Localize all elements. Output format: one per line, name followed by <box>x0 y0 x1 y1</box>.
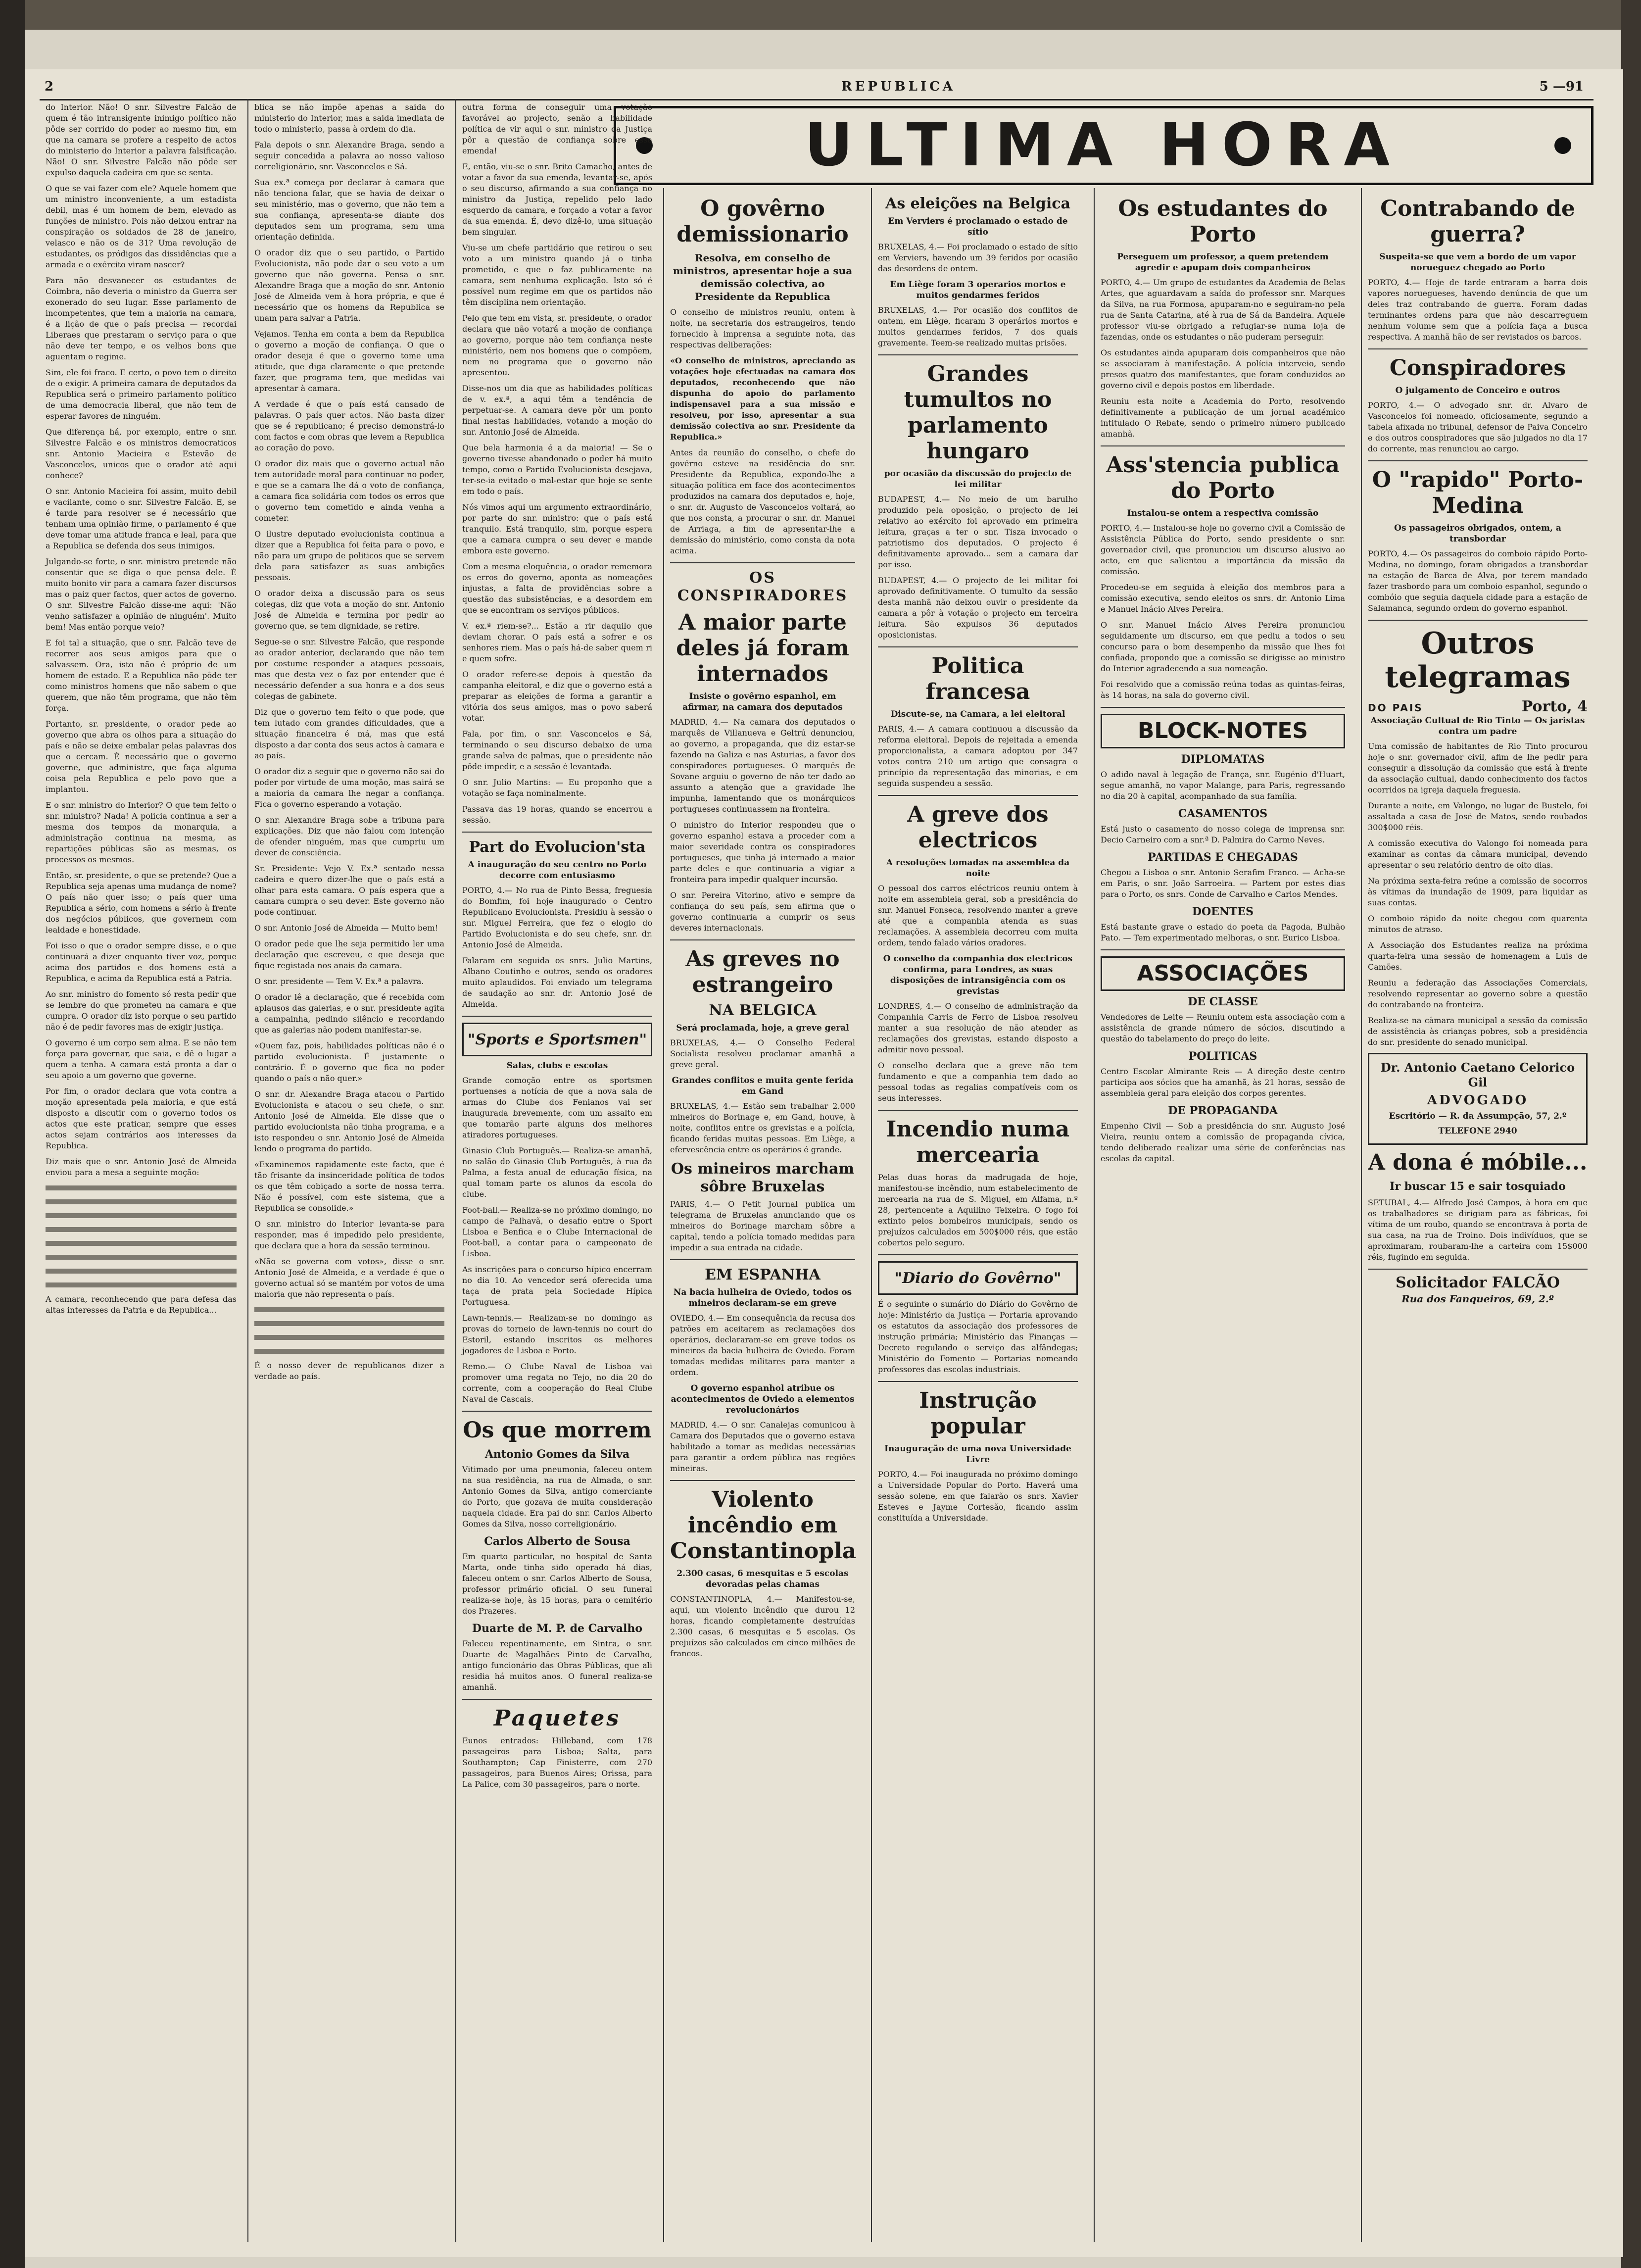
headline-subtitle: O governo espanhol atribue os acontecimentos de Oviedo a elementos revolucionários <box>671 1383 855 1415</box>
headline: A dona é móbile... <box>1368 1150 1588 1175</box>
article-paragraph: O snr. dr. Alexandre Braga atacou o Partido Evolucionista e atacou o seu chefe, o snr. Antonio José de Almeida. Ele disse que o partido evolucionista não tinha programa, e a isto respondeu o snr. Antonio José de Almeida lendo o programa do partido. <box>254 1089 444 1153</box>
article-paragraph: Está justo o casamento do nosso colega de imprensa snr. Decio Carneiro com a snr.ª D. Palmira do Carmo Neves. <box>1101 824 1345 844</box>
article-paragraph: outra forma de conseguir uma votação favorável ao projecto, senão a habilidade política de vir aqui o snr. ministro da Justiça pôr a questão de confiança sobre essa emenda! <box>462 102 652 155</box>
section-divider <box>670 1259 855 1260</box>
diario-box <box>878 1261 1078 1295</box>
article-paragraph: PORTO, 4.— No rua de Pinto Bessa, freguesia do Bomfim, foi hoje inaugurado o Centro Republicano Evolucionista. Presidiu à sessão o snr. Miguel Ferreira, que fez o elogio do Partido Evolucionista e do seu chefe, snr. dr. Antonio José de Almeida. <box>462 886 652 949</box>
article-paragraph: OVIEDO, 4.— Em consequência da recusa dos patrões em aceitarem as reclamações dos operários, declararam-se em greve todos os mineiros da bacia hulheira de Oviedo. Foram tomadas medidas militares para manter a ordem. <box>670 1313 855 1377</box>
article-paragraph: Remo.— O Clube Naval de Lisboa vai promover uma regata no Tejo, no dia 20 do corrente, com a cooperação do Real Clube Naval de Cascais. <box>462 1362 652 1404</box>
article-paragraph: A comissão executiva do Valongo foi nomeada para examinar as contas da câmara municipal, devendo apresentar o seu relatório dentro de oito dias. <box>1368 838 1588 870</box>
article-paragraph: Sua ex.ª começa por declarar à camara que não tenciona falar, que se havia de deixar o seu ministério, mas o governo, que não tem a sua confiança, apresenta-se diante dos deputados sem um programa, sem uma orientação definida. <box>254 178 444 242</box>
article-paragraph: A verdade é que o país está cansado de palavras. O país quer actos. Não basta dizer que se é republicano; é preciso demonstrá-lo com factos e com obras que levem a Republica ao coração do povo. <box>254 399 444 452</box>
section-divider <box>1101 707 1345 708</box>
headline-subtitle: A resoluções tomadas na assemblea da noite <box>886 858 1070 879</box>
article-paragraph: Diz que o governo tem feito o que pode, que tem lutado com grandes dificuldades, que a situação financeira é má, mas que está disposto a dar conta dos seus actos à camara e ao país. <box>254 707 444 760</box>
article-paragraph: Em quarto particular, no hospital de Santa Marta, onde tinha sido operado há dias, faleceu ontem o snr. Carlos Alberto de Sousa, professor primário oficial. O seu funeral realiza-se hoje, às 15 horas, para o cemitério dos Prazeres. <box>462 1552 652 1616</box>
text-lines <box>254 1332 444 1343</box>
article-paragraph: «Não se governa com votos», disse o snr. Antonio José de Almeida, e a verdade é que o governo actual só se mantém por votos de uma maioria que não representa o país. <box>254 1257 444 1299</box>
article-paragraph: O snr. Alexandre Braga sobe a tribuna para explicações. Diz que não falou com intenção de ofender ninguém, mas que cumpriu um dever de consciência. <box>254 815 444 857</box>
article-paragraph: Foi isso o que o orador sempre disse, e o que continuará a dizer enquanto tiver voz, porque acima dos partidos e dos homens está a Republica, e acima da Republica está a Patria. <box>46 941 237 983</box>
article-paragraph: BRUXELAS, 4.— Foi proclamado o estado de sítio em Verviers, havendo um 39 feridos por ocasião das desordens de ontem. <box>878 242 1078 273</box>
section-divider <box>878 646 1078 647</box>
article-paragraph: Com a mesma eloquência, o orador rememora os erros do governo, aponta as nomeações injustas, a falta de providências sobre a questão das subsistências, e a desordem em que se encontram os serviços públicos. <box>462 562 652 615</box>
article-paragraph: Então, sr. presidente, o que se pretende? Que a Republica seja apenas uma mudança de nome? O país não quer isso; o país quer uma Republica a sério, com homens a sério à frente dos negócios públicos, que governem com lealdade e honestidade. <box>46 871 237 935</box>
advert-name: Dr. Antonio Caetano Celorico Gil <box>1380 1060 1575 1089</box>
section-heading: EM ESPANHA <box>705 1266 820 1283</box>
article-paragraph: O orador deixa a discussão para os seus colegas, diz que vota a moção do snr. Antonio José de Almeida e termina por pedir ao governo que, se tem dignidade, se retire. <box>254 589 444 631</box>
issue-date: 5 —91 <box>1539 79 1584 94</box>
headline-subtitle: Grandes conflitos e muita gente ferida em Gand <box>672 1076 854 1096</box>
section-divider <box>878 795 1078 796</box>
article-paragraph: PORTO, 4.— Os passageiros do comboio rápido Porto-Medina, no domingo, foram obrigados a transbordar na estação de Barca de Alva, por terem mandado fazer trasbordo para um comboio espanhol, segundo o combóio que seguia daquela cidade para a estação de Salamanca, segundo ordem do governo espanhol. <box>1368 549 1588 613</box>
article-paragraph: E o snr. ministro do Interior? O que tem feito o snr. ministro? Nada! A policia continua a ser a mesma dos tempos da monarquia, a administração continua na mesma, as repartições públicas são as mesmas, os processos os mesmos. <box>46 800 237 864</box>
section-divider <box>1368 620 1588 621</box>
section-divider <box>878 1110 1078 1111</box>
article-paragraph: O snr. presidente — Tem V. Ex.ª a palavra. <box>254 977 424 986</box>
text-lines <box>254 1346 444 1357</box>
headline-subtitle: O julgamento de Conceiro e outros <box>1395 386 1560 395</box>
headline: O govêrno demissionario <box>676 196 849 247</box>
scan-right-edge <box>1621 0 1641 2268</box>
article-paragraph: Vendedores de Leite — Reuniu ontem esta associação com a assistência de grande número de sócios, discutindo a questão do tabelamento do preço do leite. <box>1101 1012 1345 1043</box>
text-lines <box>46 1197 237 1208</box>
associacoes-box <box>1101 956 1345 991</box>
headline-subtitle: Instalou-se ontem a respectiva comissão <box>1127 508 1319 518</box>
article-paragraph: O que se vai fazer com ele? Aquele homem que um ministro inconveniente, a um estadista debil, mas é um homem de bem, elevado as funções de ministro. Pois não deixou entrar na conspiração os soldados de 28 de janeiro, velasco e não os de 31? Uma revolução de estudantes, os pródigos das dissidências que a armada e o exército viram nascer? <box>46 184 237 269</box>
column-6 <box>1094 188 1351 2242</box>
text-lines <box>46 1280 237 1291</box>
section-label: CASAMENTOS <box>1178 807 1268 820</box>
article-paragraph: O orador diz mais que o governo actual não tem autoridade moral para continuar no poder, e que se a camara lhe dá o voto de confiança, a camara fica solidária com todos os erros que o governo tem cometido e ainda venha a cometer. <box>254 459 444 523</box>
article-paragraph: Nós vimos aqui um argumento extraordinário, por parte do snr. ministro: que o país está tranquilo. Está tranquilo, sim, porque espera que a camara cumpra o seu dever e mande embora este governo. <box>462 502 652 555</box>
article-paragraph: Portanto, sr. presidente, o orador pede ao governo que abra os olhos para a situação do país e não se deixe embalar pelas palavras dos que o cercam. É necessário que o governo governe, que administre, que faça alguma coisa pela Republica e pelo povo que a implantou. <box>46 719 237 794</box>
article-paragraph: MADRID, 4.— Na camara dos deputados o marquês de Villanueva e Geltrú denunciou, ao governo, a propaganda, que diz estar-se fazendo na Galiza e nas Asturias, a favor dos conspiradores portugueses. O marquês de Sovane arguiu o governo de não ter dado ao assunto a atenção que a gravidade lhe impunha, lamentando que os monárquicos portugueses continuassem na fronteira. <box>670 717 855 814</box>
headline: As eleições na Belgica <box>885 195 1070 212</box>
article-paragraph: V. ex.ª riem-se?... Estão a rir daquilo que deviam chorar. O país está a sofrer e os senhores riem. Mas o país há-de saber quem ri e quem sofre. <box>462 621 652 663</box>
dot-ornament-right <box>1554 137 1571 154</box>
column-4 <box>663 188 861 2242</box>
headline-subtitle: Será proclamada, hoje, a greve geral <box>676 1023 849 1033</box>
headline-subtitle: por ocasião da discussão do projecto de lei militar <box>884 469 1072 490</box>
headline-subtitle: Ir buscar 15 e sair tosquiado <box>1390 1180 1566 1193</box>
article-paragraph: O orador diz que o seu partido, o Partido Evolucionista, não pode dar o seu voto a um governo que não governa. Pensa o snr. Alexandre Braga que a moção do snr. Antonio José de Almeida vem à hora própria, e que é necessário que os homens da Republica se unam para salvar a Patria. <box>254 248 444 323</box>
article-paragraph: E, então, viu-se o snr. Brito Camacho, antes de votar a favor da sua emenda, levantar-se, após o seu discurso, afirmando a sua confiança no ministro da Justiça, repelido pelo lado esquerdo da camara, e forçado a votar a favor da sua emenda. É, devo dizê-lo, uma situação bem singular. <box>462 162 652 237</box>
text-lines <box>254 1305 444 1316</box>
banner-title: ULTIMA HORA <box>804 111 1403 180</box>
advert-role: ADVOGADO <box>1427 1093 1529 1108</box>
headline-subtitle: Os passageiros obrigados, ontem, a transbordar <box>1394 523 1561 544</box>
article-paragraph: Vejamos. Tenha em conta a bem da Republica o governo a moção de confiança. O que o orador deseja é que o governo tome uma atitude, que diga claramente o que pretende fazer, que programa tem, que medidas vai apresentar à camara. <box>254 329 444 393</box>
article-paragraph: Falaram em seguida os snrs. Julio Martins, Albano Coutinho e outros, sendo os oradores muito aplaudidos. Foi enviado um telegrama de saudação ao snr. dr. Antonio José de Almeida. <box>462 956 652 1009</box>
scan-top-edge <box>0 0 1641 30</box>
article-paragraph: BRUXELAS, 4.— O Conselho Federal Socialista resolveu proclamar amanhã a greve geral. <box>670 1038 855 1069</box>
article-paragraph: Pelas duas horas da madrugada de hoje, manifestou-se incêndio, num estabelecimento de mercearia na rua de S. Miguel, em Alfama, n.º 28, pertencente a Aquilino Teixeira. O fogo foi extinto pelos bombeiros municipais, sendo os prejuízos calculados em 500$000 réis, que estão cobertos pelo seguro. <box>878 1173 1078 1247</box>
section-subheading: A inauguração do seu centro no Porto decorre com entusiasmo <box>468 860 647 881</box>
headline: Violento incêndio em Constantinopla <box>670 1487 857 1564</box>
section-divider <box>1368 348 1588 349</box>
text-lines <box>46 1266 237 1277</box>
article-paragraph: Julgando-se forte, o snr. ministro pretende não consentir que se diga o que pensa dele. É muito bonito vir para a camara fazer discursos mas o paiz quer factos, quer actos de governo. O snr. Silvestre Falcão disse-me aqui: 'Não venho satisfazer a opinião de ninguém'. Muito bem! Mas então porque veio? <box>46 557 237 632</box>
article-paragraph: Realiza-se na câmara municipal a sessão da comissão de assistência às crianças pobres, sob a presidência do snr. presidente do senado municipal. <box>1368 1016 1588 1047</box>
column-3 <box>455 99 658 2242</box>
article-paragraph: Durante a noite, em Valongo, no lugar de Bustelo, foi assaltada a casa de José de Matos, sendo roubados 300$000 réis. <box>1368 801 1588 832</box>
section-heading: Os mineiros marcham sôbre Bruxelas <box>671 1160 855 1195</box>
article-paragraph: PORTO, 4.— Um grupo de estudantes da Academia de Belas Artes, que aguardavam a saída do professor snr. Marques da Silva, na rua Formosa, apuparam-no e seguiram-no pela rua de Santa Catarina, até à rua de Sá da Bandeira. Aquele professor viu-se obrigado a refugiar-se numa loja de fazendas, onde os estudantes o não puderam perseguir. <box>1101 278 1345 342</box>
text-lines <box>46 1238 237 1249</box>
column-2 <box>247 99 450 2242</box>
advert-address: Escritório — R. da Assumpção, 57, 2.º <box>1389 1111 1567 1121</box>
article-paragraph: BRUXELAS, 4.— Estão sem trabalhar 2.000 mineiros do Borinage e, em Gand, houve, à noite, conflitos entre os grevistas e a polícia, ficando feridas muitas pessoas. Em Liège, a efervescência entre os operários é grande. <box>670 1101 855 1154</box>
article-paragraph: MADRID, 4.— O snr. Canalejas comunicou à Camara dos Deputados que o governo estava habilitado a tomar as medidas necessárias para garantir a ordem pública nas regiões mineiras. <box>670 1420 855 1473</box>
article-paragraph: Os estudantes ainda apuparam dois companheiros que não se associaram à manifestação. A polícia interveio, sendo presos quatro dos manifestantes, que foram conduzidos ao governo civil e depois postos em liberdade. <box>1101 348 1345 390</box>
advert-phone: TELEFONE 2940 <box>1438 1126 1517 1136</box>
article-paragraph: Fala depois o snr. Alexandre Braga, sendo a seguir concedida a palavra ao nosso valioso correligionário, snr. Vasconcelos e Sá. <box>254 140 444 171</box>
article-paragraph: Vitimado por uma pneumonia, faleceu ontem na sua residência, na rua de Almada, o snr. Antonio Gomes da Silva, antigo comerciante do Porto, que gozava de muita consideração naquela cidade. Era pai do snr. Carlos Alberto Gomes da Silva, nosso correligionário. <box>462 1465 652 1528</box>
article-paragraph: Ginasio Club Português.— Realiza-se amanhã, no salão do Ginasio Club Português, à rua da Palma, a festa anual de educação física, na qual tomam parte os alunos da escola do clube. <box>462 1146 652 1199</box>
section-label: DO PAIS <box>1368 702 1423 714</box>
headline: Contrabando de guerra? <box>1380 196 1575 247</box>
article-paragraph: O orador refere-se depois à questão da campanha eleitoral, e diz que o governo está a preparar as eleições de forma a garantir a vitória dos seus amigos, mas o povo saberá votar. <box>462 670 652 723</box>
column-1 <box>40 99 242 2242</box>
headline: Grandes tumultos no parlamento hungaro <box>904 361 1052 464</box>
article-paragraph: «Quem faz, pois, habilidades políticas não é o partido evolucionista. É justamente o contrário. É o governo que fica no poder quando o país o não quer.» <box>254 1041 444 1083</box>
article-paragraph: Faleceu repentinamente, em Sintra, o snr. Duarte de Magalhães Pinto de Carvalho, antigo funcionário das Obras Públicas, que ali residia há muitos anos. O funeral realiza-se amanhã. <box>462 1639 652 1692</box>
column-5 <box>871 188 1084 2242</box>
section-divider <box>462 1699 652 1700</box>
headline: Ass'stencia publica do Porto <box>1106 452 1340 503</box>
article-paragraph: Eunos entrados: Hilleband, com 178 passageiros para Lisboa; Salta, para Southampton; Cap Finisterre, com 270 passageiros, para Buenos Aires; Orissa, para La Palice, com 30 passageiros, para o norte. <box>462 1736 652 1789</box>
article-paragraph: blica se não impõe apenas a saida do ministerio do Interior, mas a saida imediata de todo o ministerio, passa à ordem do dia. <box>254 102 444 134</box>
article-paragraph: Na próxima sexta-feira reúne a comissão de socorros às vítimas da inundação de 1909, para liquidar as suas contas. <box>1368 876 1588 907</box>
article-paragraph: «O conselho de ministros, apreciando as votações hoje efectuadas na camara dos deputados, reconhecendo que não dispunha do apoio do parlamento indispensavel para a sua missão e resolveu, por isso, apresentar a sua demissão colectiva ao snr. Presidente da Republica.» <box>670 356 855 442</box>
article-paragraph: LONDRES, 4.— O conselho de administração da Companhia Carris de Ferro de Lisboa resolveu manter a sua resolução de não atender as reclamações dos grevistas, estando disposto a admitir novo pessoal. <box>878 1001 1078 1054</box>
page-number: 2 <box>45 79 54 94</box>
article-paragraph: O ministro do Interior respondeu que o governo espanhol estava a proceder com a maior severidade contra os conspiradores portugueses, que tinha já internado a maior parte deles e que continuaria a vigiar a fronteira para impedir qualquer incursão. <box>670 820 855 884</box>
article-paragraph: Viu-se um chefe partidário que retirou o seu voto a um ministro quando já o tinha prometido, e que o faz publicamente na camara, sem nenhuma explicação. Isto só é possível num regime em que os partidos não têm disciplina nem orientação. <box>462 243 652 307</box>
article-paragraph: As inscrições para o concurso hípico encerram no dia 10. Ao vencedor será oferecida uma taça de prata pela Sociedade Hípica Portuguesa. <box>462 1265 652 1307</box>
section-label: POLITICAS <box>1188 1050 1257 1063</box>
headline: A maior parte deles já foram internados <box>676 610 849 687</box>
section-divider <box>1368 1269 1588 1270</box>
section-heading: OS CONSPIRADORES <box>677 569 848 604</box>
headline-subtitle: Em Liège foram 3 operarios mortos e muitos gendarmes feridos <box>890 280 1066 300</box>
article-paragraph: PORTO, 4.— Instalou-se hoje no governo civil a Comissão de Assistência Pública do Porto, sendo presidente o snr. governador civil, que pronunciou um discurso alusivo ao acto, em que salientou a importância da missão da comissão. <box>1101 523 1345 576</box>
article-paragraph: SETUBAL, 4.— Alfredo José Campos, à hora em que os trabalhadores se dirigiam para as fábricas, foi vítima de um roubo, quando se encontrava à porta de sua casa, na rua de Troino. Dois indivíduos, que se aproximaram, roubaram-lhe a carteira com 15$000 réis, fugindo em seguida. <box>1368 1198 1588 1262</box>
text-lines <box>46 1225 237 1235</box>
article-paragraph: O conselho declara que a greve não tem fundamento e que a companhia tem dado ao pessoal todas as regalias compatíveis com os seus interesses. <box>878 1061 1078 1103</box>
scan-left-edge <box>0 0 25 2268</box>
article-paragraph: É o nosso dever de republicanos dizer a verdade ao país. <box>254 1361 444 1381</box>
article-paragraph: Lawn-tennis.— Realizam-se no domingo as provas do torneio de lawn-tennis no court do Estoril, estando inscritos os melhores jogadores de Lisboa e Porto. <box>462 1313 652 1355</box>
section-divider <box>670 939 855 940</box>
article-paragraph: O snr. Pereira Vitorino, ativo e sempre da confiança do seu país, sem afirma que o governo continuaria a cumprir os seus deveres internacionais. <box>670 890 855 933</box>
headline: Conspiradores <box>1389 355 1566 381</box>
article-paragraph: Disse-nos um dia que as habilidades políticas de v. ex.ª, a aqui têm a tendência de perpetuar-se. A camara deve pôr um ponto final nestas habilidades, votando a moção do snr. Antonio José de Almeida. <box>462 384 652 437</box>
article-paragraph: «Examinemos rapidamente este facto, que é tão frisante da insinceridade política de todos os que têm cobiçado a sorte de nossa terra. Não é possível, com este sistema, que a Republica se consolide.» <box>254 1160 444 1213</box>
masthead-name: REPUBLICA <box>841 79 956 94</box>
column-7 <box>1361 188 1593 2242</box>
section-divider <box>878 354 1078 355</box>
article-paragraph: Que bela harmonia é a da maioria! — Se o governo tivesse abandonado o poder há muito tempo, como o Partido Evolucionista desejava, ter-se-ia evitado o mal-estar que hoje se sente em todo o país. <box>462 443 652 496</box>
text-lines <box>46 1252 237 1263</box>
section-divider <box>670 562 855 563</box>
article-paragraph: Antes da reunião do conselho, o chefe do govêrno esteve na residência do snr. Presidente da Republica, expondo-lhe a situação política em face dos acontecimentos produzidos na camara dos deputados e, hoje, o snr. dr. Augusto de Vasconcelos voltará, ao que nos consta, a procurar o snr. dr. Manuel de Arriaga, a fim de apresentar-lhe a demissão do ministério, como consta da nota acima. <box>670 448 855 555</box>
article-paragraph: Foi resolvido que a comissão reúna todas as quintas-feiras, às 14 horas, na sala do governo civil. <box>1101 680 1345 700</box>
article-paragraph: O adido naval à legação de França, snr. Eugénio d'Huart, segue amanhã, no vapor Malange, para Paris, regressando no dia 20 à capital, acompanhado da sua família. <box>1101 770 1345 801</box>
page-header <box>40 79 1593 100</box>
advert-address: Rua dos Fanqueiros, 69, 2.º <box>1401 1293 1554 1305</box>
section-label: DOENTES <box>1192 905 1254 918</box>
section-subheading: Salas, clubs e escolas <box>506 1061 608 1071</box>
telegram-dateline <box>1368 698 1588 715</box>
article-paragraph: do Interior. Não! O snr. Silvestre Falcão de quem é tão intransigente inimigo político não pôde ser corrido do poder ao mesmo fim, em que na camara se profere a respeito de actos do ministerio do Interior a palavra falsificação. Não! O snr. Silvestre Falcão não pôde ser expulso daquela cadeira em que se senta. <box>46 102 237 177</box>
article-paragraph: Ao snr. ministro do fomento só resta pedir que se lembre do que prometeu na camara e que cumpra. O orador diz isto porque o seu partido não é de pedir favores mas de exigir justiça. <box>46 989 237 1032</box>
section-heading: BLOCK-NOTES <box>1137 718 1308 743</box>
article-paragraph: Sim, ele foi fraco. E certo, o povo tem o direito de o exigir. A primeira camara de deputados da Republica será o primeiro parlamento político de uma democracia liberal, que não tem de esperar favores de ninguém. <box>46 368 237 421</box>
section-heading: "Sports e Sportsmen" <box>467 1031 647 1048</box>
article-paragraph: Centro Escolar Almirante Reis — A direção deste centro participa aos sócios que ha amanhã, às 21 horas, sessão de assembleia geral para eleição dos corpos gerentes. <box>1101 1067 1345 1098</box>
article-paragraph: PORTO, 4.— O advogado snr. dr. Alvaro de Vasconcelos foi nomeado, oficiosamente, segundo a tabela afixada no tribunal, defensor de Paiva Conceiro e dos outros conspiradores que são julgados no dia 17 do corrente, mas renunciou ao cargo. <box>1368 400 1588 453</box>
block-notes-box <box>1101 714 1345 748</box>
section-heading: Part do Evolucion'sta <box>469 838 646 856</box>
article-paragraph: Pelo que tem em vista, sr. presidente, o orador declara que não votará a moção de confiança ao governo, porque não tem confiança neste ministério, nem nos homens que o compõem, nem no programa que o governo não apresentou. <box>462 313 652 377</box>
section-label: DE CLASSE <box>1188 995 1258 1008</box>
article-paragraph: Foot-ball.— Realiza-se no próximo domingo, no campo de Palhavã, o desafio entre o Sport Lisboa e Benfica e o Clube Internacional de Foot-ball, a contar para o campeonato de Lisboa. <box>462 1205 652 1258</box>
article-paragraph: O governo é um corpo sem alma. E se não tem força para governar, que saia, e dê o lugar a quem a tenha. A camara está pronta a dar o seu apoio a um governo que governe. <box>46 1038 237 1080</box>
article-paragraph: O orador diz a seguir que o governo não sai do poder por virtude de uma moção, mas sairá se a maioria da camara lhe negar a confiança. Fica o governo esperando a votação. <box>254 767 444 809</box>
headline: Politica francesa <box>925 653 1030 704</box>
article-paragraph: BUDAPEST, 4.— No meio de um barulho produzido pela oposição, o projecto de lei relativo ao exército foi aprovado em primeira leitura, graças a ter o snr. Tisza invocado o patriotismo dos deputados. O projecto é definitivamente aprovado... sem a camara dar por isso. <box>878 494 1078 569</box>
headline: Instrução popular <box>919 1388 1037 1439</box>
headline-subtitle: Suspeita-se que vem a bordo de um vapor norueguez chegado ao Porto <box>1379 252 1576 273</box>
article-paragraph: Está bastante grave o estado do poeta da Pagoda, Bulhão Pato. — Tem experimentado melhoras, o snr. Eurico Lisboa. <box>1101 922 1345 942</box>
text-lines <box>254 1319 444 1330</box>
obituary-name: Duarte de M. P. de Carvalho <box>472 1622 643 1635</box>
headline-subtitle: Discute-se, na Camara, a lei eleitoral <box>890 709 1065 719</box>
section-heading: Paquetes <box>493 1706 621 1731</box>
article-paragraph: Fala, por fim, o snr. Vasconcelos e Sá, terminando o seu discurso debaixo de uma grande salva de palmas, que o presidente não pôde impedir, e a sessão é levantada. <box>462 729 652 771</box>
article-paragraph: Diz mais que o snr. Antonio José de Almeida enviou para a mesa a seguinte moção: <box>46 1157 237 1177</box>
article-paragraph: O orador pede que lhe seja permitido ler uma declaração que escreveu, e que deseja que fique registada nos anais da camara. <box>254 939 444 970</box>
article-paragraph: O ilustre deputado evolucionista continua a dizer que a Republica foi feita para o povo, e não para um grupo de politicos que se servem dela para satisfazer as suas ambições pessoais. <box>254 529 444 582</box>
article-paragraph: Reuniu esta noite a Academia do Porto, resolvendo definitivamente a publicação de um jornal académico intitulado O Rebate, sendo o primeiro número publicado amanhã. <box>1101 396 1345 439</box>
dateline-place: Porto, 4 <box>1521 698 1588 715</box>
article-paragraph: CONSTANTINOPLA, 4.— Manifestou-se, aqui, um violento incêndio que durou 12 horas, ficando completamente destruídas 2.300 casas, 6 mesquitas e 5 escolas. Os prejuízos são calculados em cinco milhões de francos. <box>670 1594 855 1658</box>
article-paragraph: PORTO, 4.— Hoje de tarde entraram a barra dois vapores noruegueses, havendo denúncia de que um deles traz contrabando de guerra. Foram dadas terminantes ordens para que não descarreguem nenhum volume sem que a polícia faça a busca respectiva. A manhã hão de ser revistados os barcos. <box>1368 278 1588 342</box>
article-paragraph: PARIS, 4.— O Petit Journal publica um telegrama de Bruxelas anunciando que os mineiros do Borinage marcham sôbre a capital, tendo a polícia tomado medidas para impedir a sua entrada na cidade. <box>670 1199 855 1252</box>
article-paragraph: É o seguinte o sumário do Diário do Govêrno de hoje: Ministério da Justiça — Portaria aprovando os estatutos da associação dos professores de instrução primária; Ministério das Finanças — Decreto regulando o serviço das alfândegas; Ministério do Fomento — Portarias nomeando professores das escolas industriais. <box>878 1299 1078 1374</box>
headline: O "rapido" Porto-Medina <box>1372 467 1584 518</box>
article-paragraph: Grande comoção entre os sportsmen portuenses a notícia de que a nova sala de armas do Clube dos Fenianos vai ser inaugurada brevemente, com um assalto em que tomarão parte alguns dos melhores atiradores portugueses. <box>462 1076 652 1139</box>
section-divider <box>878 1254 1078 1255</box>
headline-subtitle: Em Verviers é proclamado o estado de sítio <box>888 216 1068 237</box>
article-paragraph: O conselho de ministros reuniu, ontem à noite, na secretaria dos estrangeiros, tendo fornecido à imprensa a seguinte nota, das respectivas deliberações: <box>670 307 855 349</box>
article-paragraph: O snr. Antonio José de Almeida — Muito bem! <box>254 923 438 933</box>
article-paragraph: Que diferença há, por exemplo, entre o snr. Silvestre Falcão e os ministros democraticos snr. Antonio Macieira e Estevão de Vasconcelos, unicos que o orador até aqui conhece? <box>46 427 237 480</box>
article-paragraph: O snr. Julio Martins: — Eu proponho que a votação se faça nominalmente. <box>462 778 652 798</box>
obituary-name: Carlos Alberto de Sousa <box>484 1535 630 1548</box>
headline-subtitle: Na bacia hulheira de Oviedo, todos os mineiros declaram-se em greve <box>673 1287 852 1308</box>
headline: Incendio numa mercearia <box>886 1117 1070 1168</box>
article-paragraph: Chegou a Lisboa o snr. Antonio Serafim Franco. — Acha-se em Paris, o snr. João Sarroeira. — Partem por estes dias para o Porto, os snrs. Conde de Carvalho e Carlos Mendes. <box>1101 868 1345 899</box>
text-lines <box>46 1211 237 1222</box>
article-paragraph: O snr. Manuel Inácio Alves Pereira pronunciou seguidamente um discurso, em que pediu a todos o seu concurso para o bom desempenho da missão que lhes foi confiada, propondo que a comissão se dirigisse ao ministro do Interior agradecendo a sua nomeação. <box>1101 620 1345 673</box>
headline-subtitle: Inauguração de uma nova Universidade Livre <box>884 1444 1071 1465</box>
headline-subtitle: Resolva, em conselho de ministros, apresentar hoje a sua demissão colectiva, ao Presidente da Republica <box>673 252 853 302</box>
section-heading: Os que morrem <box>463 1418 652 1443</box>
section-label: DE PROPAGANDA <box>1168 1104 1278 1117</box>
article-paragraph: A camara, reconhecendo que para defesa das altas interesses da Patria e da Republica... <box>46 1294 237 1315</box>
article-paragraph: A Associação dos Estudantes realiza na próxima quarta-feira uma sessão de homenagem a Luis de Camões. <box>1368 940 1588 972</box>
article-paragraph: Sr. Presidente: Vejo V. Ex.ª sentado nessa cadeira e quero dizer-lhe que o país está a olhar para esta camara. O país espera que a camara cumpra o seu dever. Este governo não pode continuar. <box>254 864 444 917</box>
article-paragraph: Procedeu-se em seguida à eleição dos membros para a comissão executiva, sendo eleitos os snrs. dr. Antonio Lima e Manuel Inácio Alves Pereira. <box>1101 583 1345 614</box>
article-paragraph: O orador lê a declaração, que é recebida com aplausos das galerias, e o snr. presidente agita a campainha, pedindo silêncio e recordando que as galerias não podem manifestar-se. <box>254 992 444 1035</box>
article-paragraph: Por fim, o orador declara que vota contra a moção apresentada pela maioria, e que está disposto a discutir com o governo todos os actos que este praticar, sempre que esses actos sejam contrários aos interesses da Republica. <box>46 1086 237 1150</box>
article-paragraph: O snr. ministro do Interior levanta-se para responder, mas é impedido pelo presidente, que declara que a hora da sessão terminou. <box>254 1219 444 1250</box>
text-lines <box>46 1183 237 1194</box>
article-paragraph: BUDAPEST, 4.— O projecto de lei militar foi aprovado definitivamente. O tumulto da sessão desta manhã não deixou ouvir o presidente da camara a pôr à votação o projecto em terceira leitura. São expulsos 36 deputados oposicionistas. <box>878 576 1078 640</box>
article-paragraph: Reuniu a federação das Associações Comerciais, resolvendo representar ao governo sobre a questão do contrabando na fronteira. <box>1368 978 1588 1009</box>
section-divider <box>462 1016 652 1017</box>
section-divider <box>878 1381 1078 1382</box>
ultima-hora-banner <box>614 106 1593 185</box>
article-paragraph: Para não desvanecer os estudantes de Coimbra, não deveria o ministro da Guerra ser exonerado do seu lugar. Esse parlamento de incompetentes, que tem a maioria na camara, é a lição de que o país precisa — recordai Liberaes que prestaram o serviço para o que não deve ter tempo, e os velhos bons que aguentam o regime. <box>46 276 237 361</box>
headline: Os estudantes do Porto <box>1118 196 1328 247</box>
section-divider <box>1101 949 1345 950</box>
section-divider <box>1368 460 1588 461</box>
article-paragraph: PARIS, 4.— A camara continuou a discussão da reforma eleitoral. Depois de rejeitada a emenda proporcionalista, a camara adoptou por 347 votos contra 210 um artigo que consagra o princípio da representação das minorias, e em seguida suspendeu a sessão. <box>878 724 1078 788</box>
headline-subtitle: Perseguem um professor, a quem pretendem agredir e apupam dois companheiros <box>1117 252 1329 273</box>
section-heading: "Diario do Govêrno" <box>894 1270 1062 1287</box>
section-label: DIPLOMATAS <box>1181 753 1265 766</box>
section-heading: NA BELGICA <box>709 1002 817 1019</box>
article-paragraph: E foi tal a situação, que o snr. Falcão teve de recorrer aos seus amigos para que o salvassem. Ora, isto não é próprio de um homem de estado. E a Republica não pôde ter como ministros homens que não sabem o que querem, que não têm programa, que não têm força. <box>46 638 237 713</box>
headline-subtitle: Associação Cultual de Rio Tinto — Os jaristas contra um padre <box>1370 716 1585 737</box>
article-paragraph: PORTO, 4.— Foi inaugurada no próximo domingo a Universidade Popular do Porto. Haverá uma sessão solene, em que falarão os snrs. Xavier Esteves e Jayme Cortesão, ficando assim constituída a Universidade. <box>878 1470 1078 1523</box>
section-label: PARTIDAS E CHEGADAS <box>1148 851 1298 864</box>
advert-name: Solicitador FALCÃO <box>1396 1274 1560 1291</box>
article-paragraph: Segue-se o snr. Silvestre Falcão, que responde ao orador anterior, declarando que não tem por costume responder a ataques pessoais, mas que desta vez o faz por entender que é necessário defender a sua honra e a dos seus colegas de gabinete. <box>254 637 444 701</box>
section-divider <box>462 832 652 833</box>
headline-subtitle: O conselho da companhia dos electricos confirma, para Londres, as suas disposições de intransigência com os grevistas <box>883 954 1073 996</box>
article-paragraph: BRUXELAS, 4.— Por ocasião dos conflitos de ontem, em Liège, ficaram 3 operários mortos e muitos gendarmes feridos, 7 dos quais gravemente. Teem-se realizado muitas prisões. <box>878 305 1078 347</box>
obituary-name: Antonio Gomes da Silva <box>484 1448 630 1461</box>
article-paragraph: Uma comissão de habitantes de Rio Tinto procurou hoje o snr. governador civil, afim de lhe pedir para conseguir a dissolução da comissão que está à frente da associação cultual, dando conhecimento dos factos ocorridos na igreja daquela freguesia. <box>1368 741 1588 794</box>
section-divider <box>462 1411 652 1412</box>
headline: Outros telegramas <box>1385 626 1571 694</box>
lawyer-advert <box>1368 1053 1588 1145</box>
headline: A greve dos electricos <box>907 802 1049 853</box>
article-paragraph: O pessoal dos carros eléctricos reuniu ontem à noite em assembleia geral, sob a presidência do snr. Manuel Fonseca, resolvendo manter a greve até que a companhia atenda as suas reclamações. A assembleia decorreu com muita ordem, tendo falado vários oradores. <box>878 884 1078 947</box>
article-paragraph: O comboio rápido da noite chegou com quarenta minutos de atraso. <box>1368 914 1588 934</box>
article-paragraph: O snr. Antonio Macieira foi assim, muito debil e vacilante, como o snr. Silvestre Falcão. E, se é tarde para resolver se é necessário que tenham uma opinião firme, o parlamento é que deve tomar uma atitude franca e leal, para que a Republica se defenda dos seus inimigos. <box>46 487 237 550</box>
headline-subtitle: 2.300 casas, 6 mesquitas e 5 escolas devoradas pelas chamas <box>676 1569 849 1589</box>
sports-box <box>462 1023 652 1056</box>
section-heading: ASSOCIAÇÕES <box>1137 961 1309 986</box>
article-paragraph: Empenho Civil — Sob a presidência do snr. Augusto José Vieira, reuniu ontem a comissão de propaganda cívica, tendo deliberado realizar uma série de conferências nas escolas da capital. <box>1101 1121 1345 1163</box>
headline: As greves no estrangeiro <box>685 946 840 997</box>
section-divider <box>670 1480 855 1481</box>
headline-subtitle: Insiste o govêrno espanhol, em afirmar, na camara dos deputados <box>682 691 843 712</box>
article-paragraph: Passava das 19 horas, quando se encerrou a sessão. <box>462 804 652 825</box>
section-divider <box>1101 445 1345 446</box>
